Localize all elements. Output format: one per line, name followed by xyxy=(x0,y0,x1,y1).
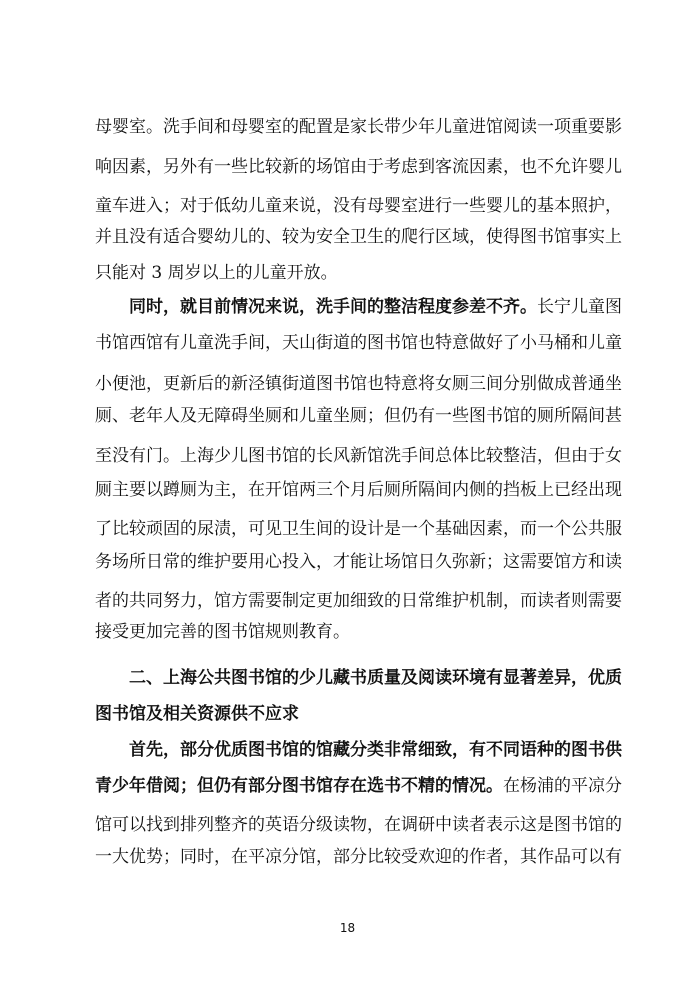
text-line: 母婴室。洗手间和母婴室的配置是家长带少年儿童进馆阅读一项重要影 xyxy=(95,117,622,137)
text-line: 一大优势；同时，在平凉分馆，部分比较受欢迎的作者，其作品可以有 xyxy=(95,847,622,867)
text-line: 馆可以找到排列整齐的英语分级读物，在调研中读者表示这是图书馆的 xyxy=(95,815,622,835)
bold-lead: 同时，就目前情况来说，洗手间的整洁程度参差不齐。 xyxy=(129,297,537,317)
text-run: 长宁儿童图 xyxy=(537,297,622,317)
text-line: 首先，部分优质图书馆的馆藏分类非常细致，有不同语种的图书供 xyxy=(129,740,622,760)
text-line: 了比较顽固的尿渍，可见卫生间的设计是一个基础因素，而一个公共服 xyxy=(95,519,622,539)
text-line: 书馆西馆有儿童洗手间，天山街道的图书馆也特意做好了小马桶和儿童 xyxy=(95,333,622,353)
text-run: 在杨浦的平凉分 xyxy=(503,776,622,796)
text-line: 接受更加完善的图书馆规则教育。 xyxy=(95,622,350,642)
text-line: 厕主要以蹲厕为主，在开馆两三个月后厕所隔间内侧的挡板上已经出现 xyxy=(95,480,622,500)
text-line: 响因素，另外有一些比较新的场馆由于考虑到客流因素，也不允许婴儿 xyxy=(95,157,622,177)
text-line: 并且没有适合婴幼儿的、较为安全卫生的爬行区域，使得图书馆事实上 xyxy=(95,227,622,247)
bold-run: 青少年借阅；但仍有部分图书馆存在选书不精的情况。 xyxy=(95,776,503,796)
text-line: 至没有门。上海少儿图书馆的长风新馆洗手间总体比较整洁，但由于女 xyxy=(95,446,622,466)
text-line xyxy=(129,297,622,317)
text-line: 者的共同努力，馆方需要制定更加细致的日常维护机制，而读者则需要 xyxy=(95,591,622,611)
heading-line: 二、上海公共图书馆的少儿藏书质量及阅读环境有显著差异，优质 xyxy=(129,668,622,688)
text-line xyxy=(95,776,622,796)
text-line: 小便池，更新后的新泾镇街道图书馆也特意将女厕三间分别做成普通坐 xyxy=(95,374,622,394)
text-line: 务场所日常的维护要用心投入，才能让场馆日久弥新；这需要馆方和读 xyxy=(95,552,622,572)
text-line: 童车进入；对于低幼儿童来说，没有母婴室进行一些婴儿的基本照护， xyxy=(95,196,622,216)
text-line: 只能对 3 周岁以上的儿童开放。 xyxy=(95,263,338,283)
text-line: 厕、老年人及无障碍坐厕和儿童坐厕；但仍有一些图书馆的厕所隔间甚 xyxy=(95,406,622,426)
heading-line: 图书馆及相关资源供不应求 xyxy=(95,704,299,724)
page-number: 18 xyxy=(339,921,356,935)
